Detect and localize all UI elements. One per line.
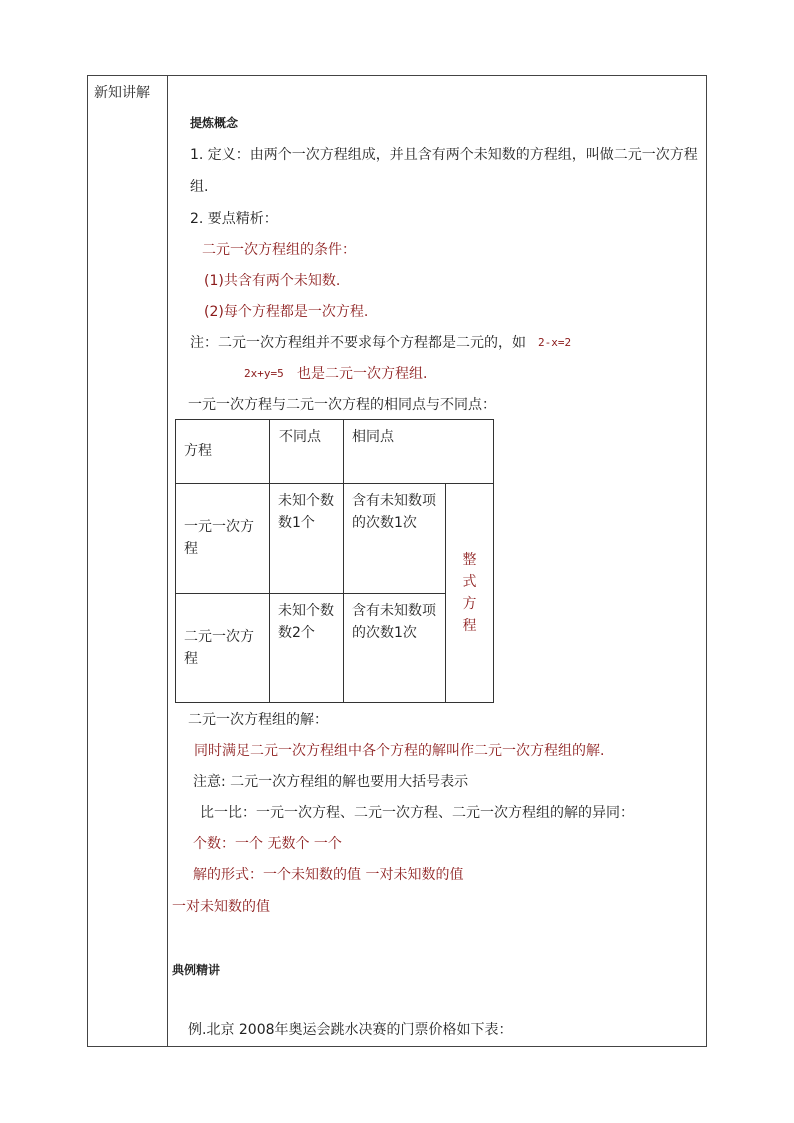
key-points-title: 2. 要点精析： [190, 211, 278, 227]
comparison-table [175, 419, 494, 703]
condition-title: 二元一次方程组的条件： [202, 242, 356, 258]
definition-line-1: 1. 定义：由两个一次方程组成，并且含有两个未知数的方程组，叫做二元一次方程 [190, 147, 698, 163]
row1-name: 一元一次方程 [176, 484, 270, 594]
solution-note: 注意: 二元一次方程组的解也要用大括号表示 [193, 774, 469, 790]
solution-title: 二元一次方程组的解： [188, 712, 328, 728]
form-line-continued: 一对未知数的值 [172, 899, 270, 915]
row2-difference: 未知个数数2个 [270, 594, 344, 703]
row1-difference: 未知个数数1个 [270, 484, 344, 594]
row1-similarity: 含有未知数项的次数1次 [344, 484, 446, 594]
header-equation: 方程 [176, 420, 270, 484]
section-label: 新知讲解 [94, 85, 150, 101]
column-divider [167, 75, 168, 1047]
compare-question: 比一比：一元一次方程、二元一次方程、二元一次方程组的解的异同： [200, 805, 634, 821]
header-similarity: 相同点 [344, 420, 494, 484]
note-text: 注：二元一次方程组并不要求每个方程都是二元的，如 [190, 335, 526, 351]
example-text: 例.北京 2008年奥运会跳水决赛的门票价格如下表： [188, 1022, 513, 1038]
compare-title: 一元一次方程与二元一次方程的相同点与不同点： [188, 397, 496, 413]
note-equation-1: 2-x=2 [538, 336, 572, 349]
condition-1: (1)共含有两个未知数. [204, 273, 341, 289]
merged-category: 整式方程 [446, 484, 494, 703]
count-line: 个数：一个 无数个 一个 [193, 836, 342, 852]
row2-name: 二元一次方程 [176, 594, 270, 703]
concept-heading: 提炼概念 [190, 116, 239, 130]
note-tail: 也是二元一次方程组. [297, 366, 428, 382]
form-line: 解的形式：一个未知数的值 一对未知数的值 [193, 867, 464, 883]
note-equation-2: 2x+y=5 [244, 367, 284, 380]
row2-similarity: 含有未知数项的次数1次 [344, 594, 446, 703]
definition-line-2: 组. [190, 179, 209, 195]
examples-heading: 典例精讲 [172, 963, 221, 977]
solution-definition: 同时满足二元一次方程组中各个方程的解叫作二元一次方程组的解. [194, 743, 605, 759]
condition-2: (2)每个方程都是一次方程. [204, 304, 369, 320]
header-difference: 不同点 [270, 420, 344, 484]
